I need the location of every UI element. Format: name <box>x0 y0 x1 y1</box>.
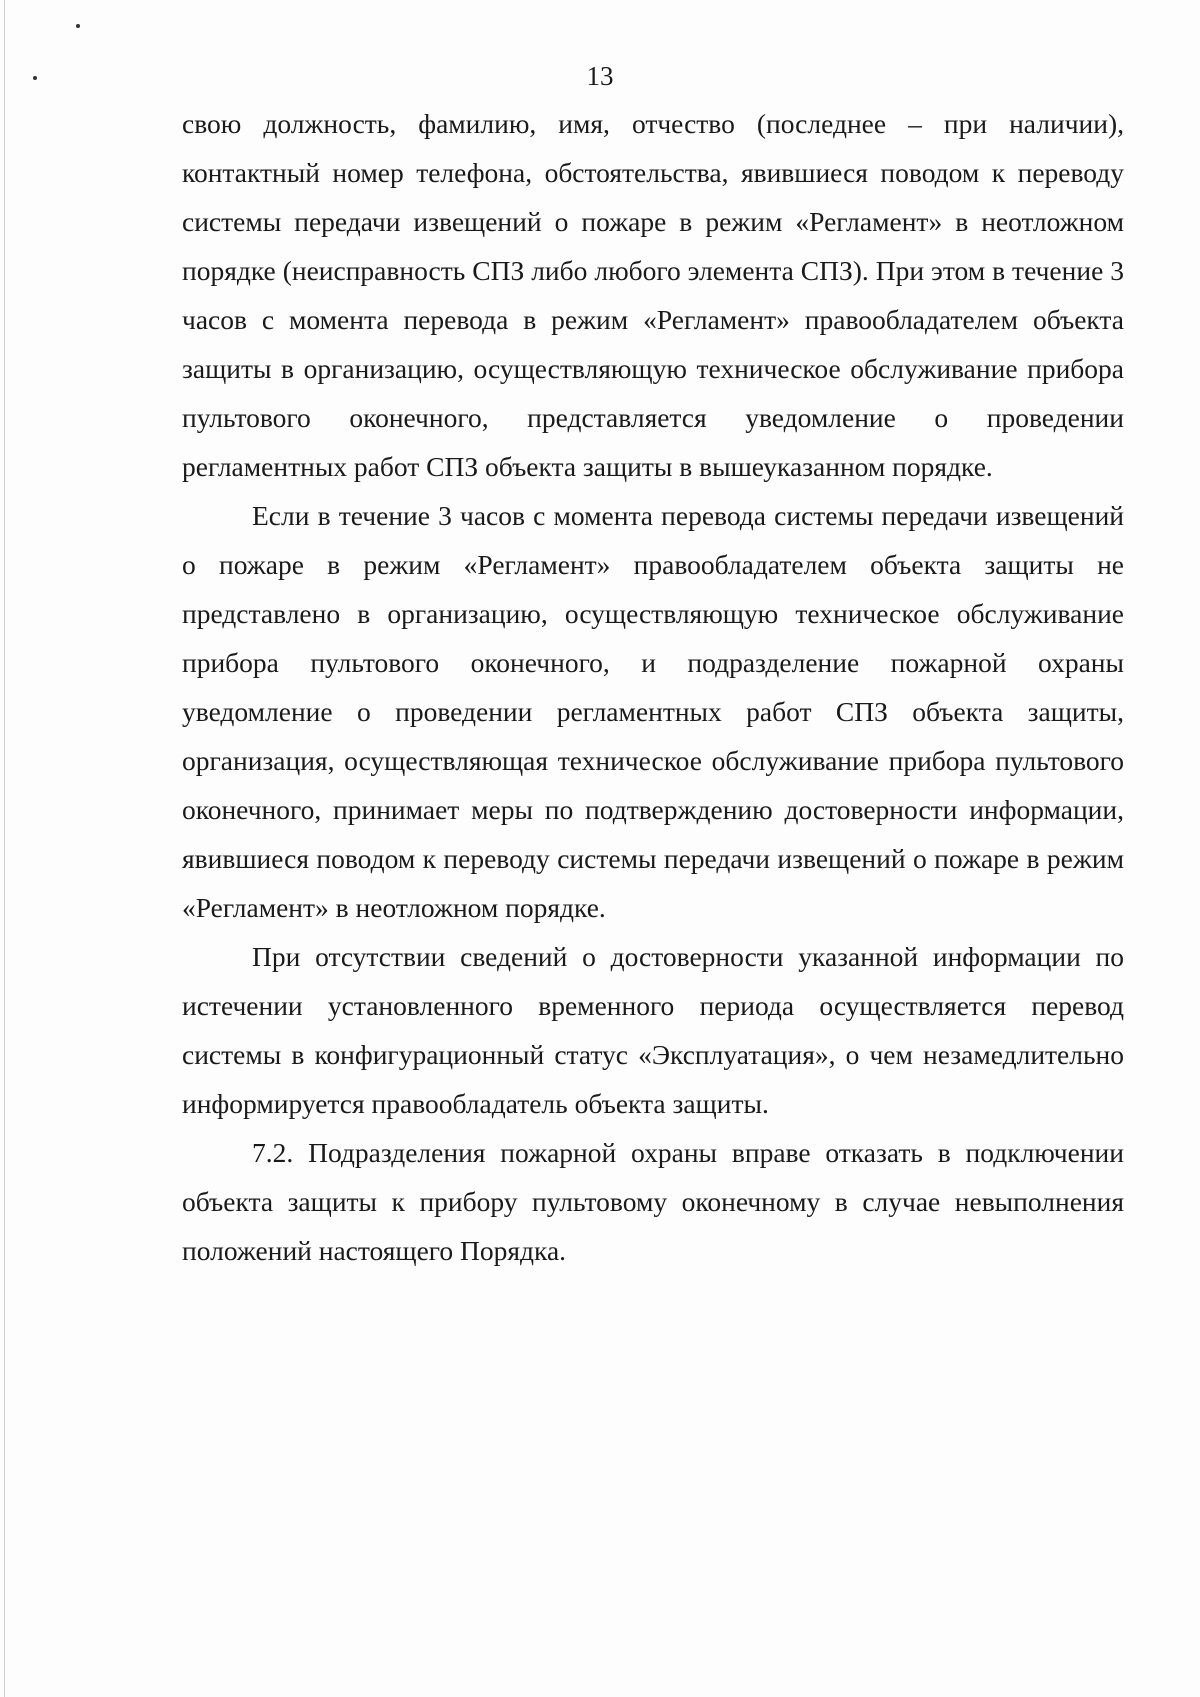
paragraph-7-2: 7.2. Подразделения пожарной охраны вправе отказать в подключении объекта защиты к прибору пультовому оконечному в случае невыполнения положений настоящего Порядка. <box>182 1137 1124 1266</box>
scan-speck <box>76 24 80 28</box>
scan-edge-line <box>4 0 5 1697</box>
paragraph-status-transfer: При отсутствии сведений о достоверности указанной информации по истечении установленного временного периода осуществляется перевод системы в конфигурационный статус «Эксплуатация», о чем незамедлительно информируется правообладатель объекта защиты. <box>182 941 1124 1119</box>
page-number: 13 <box>586 61 614 91</box>
paragraph-deadline-rule: Если в течение 3 часов с момента перевода системы передачи извещений о пожаре в режим «Регламент» правообладателем объекта защиты не представлено в организацию, осуществляющую техническое обслуживание прибора пультового оконечного, и подразделение пожарной охраны уведомление о проведении регламентных работ СПЗ объекта защиты, организация, осуществляющая техническое обслуживание прибора пультового оконечного, принимает меры по подтверждению достоверности информации, явившиеся поводом к переводу системы передачи извещений о пожаре в режим «Регламент» в неотложном порядке. <box>182 500 1124 923</box>
document-body <box>182 99 1124 1275</box>
paragraph-continuation: свою должность, фамилию, имя, отчество (последнее – при наличии), контактный номер телефона, обстоятельства, явившиеся поводом к переводу системы передачи извещений о пожаре в режим «Регламент» в неотложном порядке (неисправность СПЗ либо любого элемента СПЗ). При этом в течение 3 часов с момента перевода в режим «Регламент» правообладателем объекта защиты в организацию, осуществляющую техническое обслуживание прибора пультового оконечного, представляется уведомление о проведении регламентных работ СПЗ объекта защиты в вышеуказанном порядке. <box>182 108 1124 482</box>
